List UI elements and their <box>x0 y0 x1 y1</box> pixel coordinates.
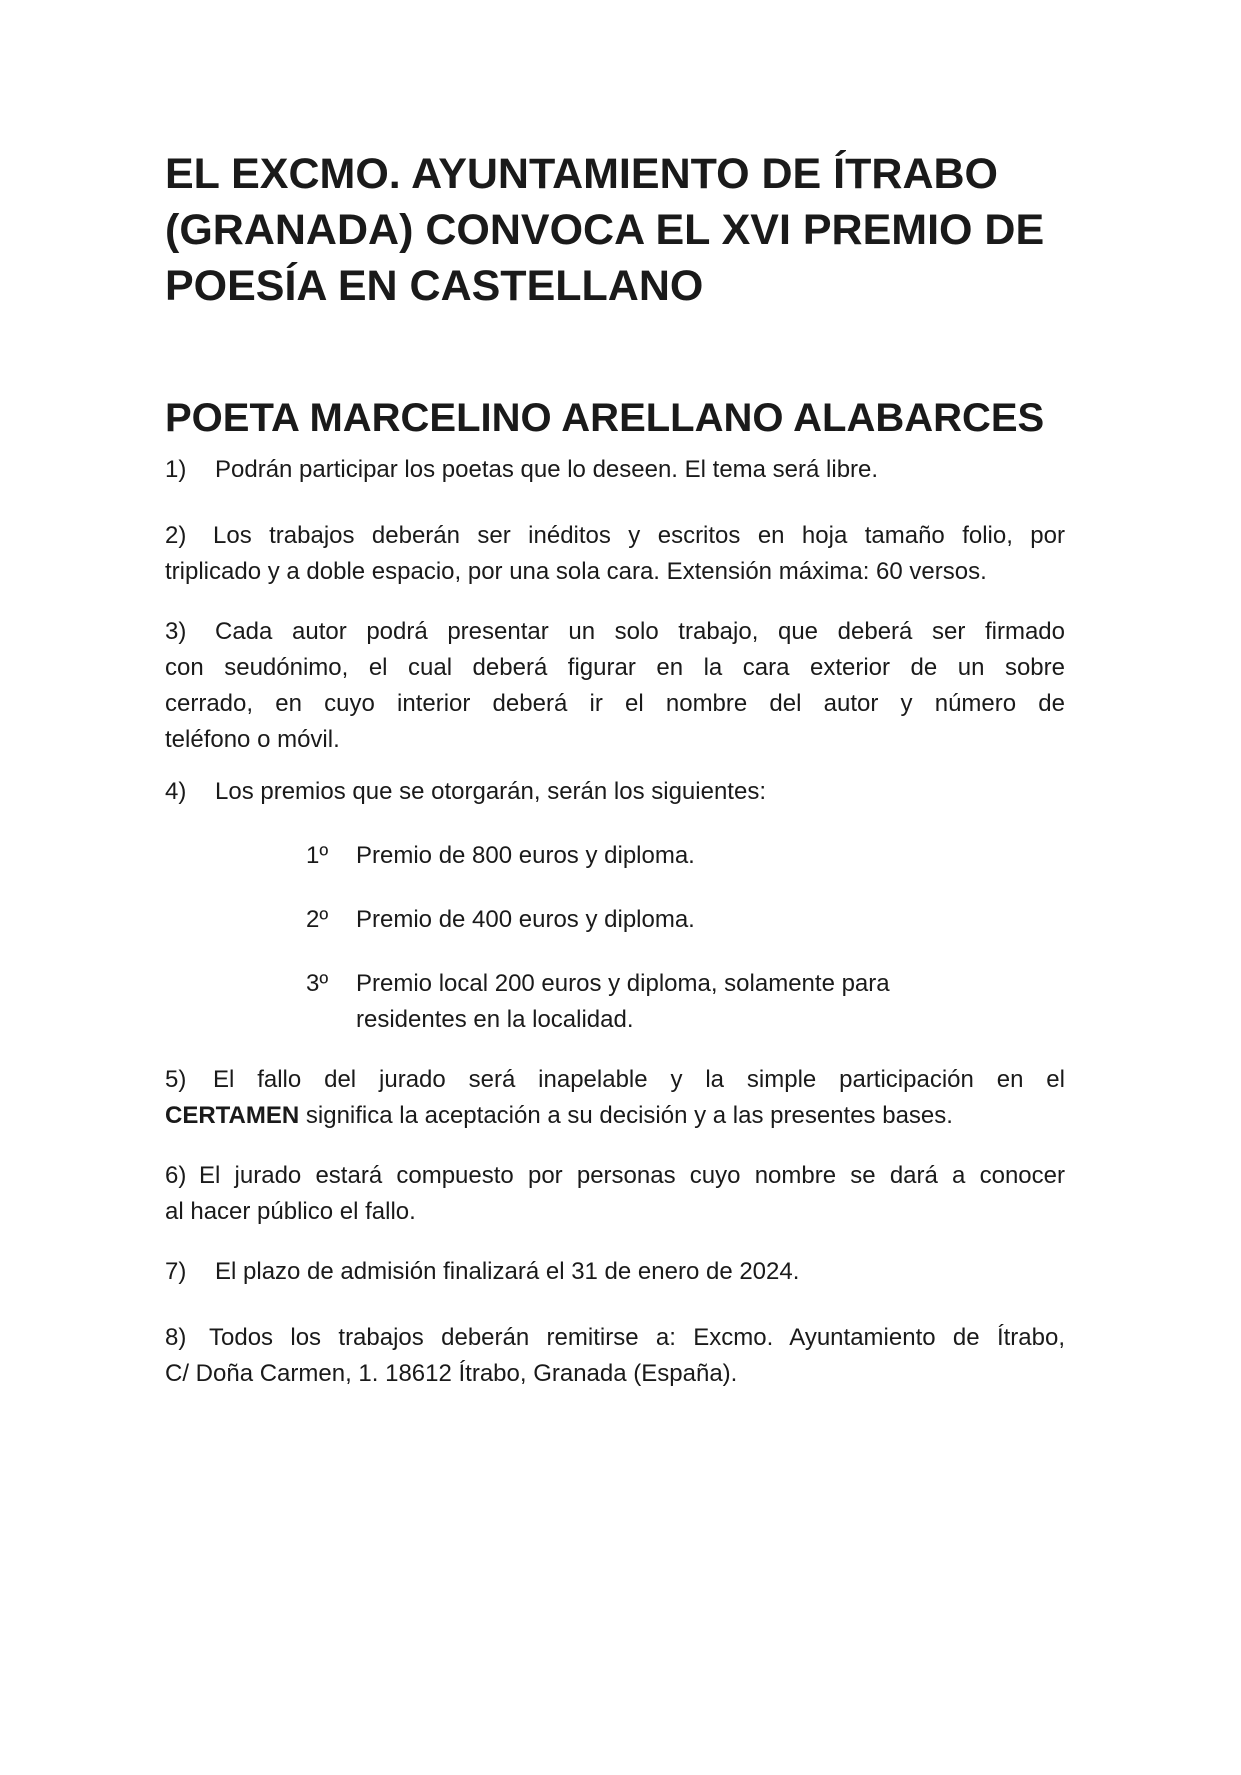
rule-text: significa la aceptación a su decisión y a las presentes bases. <box>305 1102 953 1129</box>
rule-number: 3) <box>165 618 187 645</box>
rule-item-4 <box>165 774 1065 810</box>
prize-ordinal: 1º <box>306 842 329 869</box>
rule-text: El fallo del jurado será inapelable y la simple participación en el <box>213 1066 1065 1093</box>
rule-number: 4) <box>165 778 187 805</box>
title-line-1: EL EXCMO. AYUNTAMIENTO DE ÍTRABO <box>165 150 998 198</box>
rule-item-1 <box>165 452 1065 488</box>
rule-text: al hacer público el fallo. <box>165 1198 416 1225</box>
rule-item-8 <box>165 1320 1065 1392</box>
prize-ordinal: 2º <box>306 906 329 933</box>
prize-ordinal: 3º <box>306 970 329 997</box>
rule-number: 1) <box>165 456 187 483</box>
rule-item-2 <box>165 518 1065 590</box>
rule-text: con seudónimo, el cual deberá figurar en la cara exterior de un sobre <box>165 654 1065 681</box>
title-line-3: POESÍA EN CASTELLANO <box>165 262 704 310</box>
rule-text: Cada autor podrá presentar un solo trabajo, que deberá ser firmado <box>215 618 1065 645</box>
prize-item-2 <box>306 902 1006 938</box>
rule-item-6 <box>165 1158 1065 1230</box>
rule-item-3 <box>165 614 1065 758</box>
rule-text: El plazo de admisión finalizará el 31 de enero de 2024. <box>215 1258 800 1285</box>
certamen-bold-word: CERTAMEN <box>165 1102 300 1129</box>
rule-text: Los trabajos deberán ser inéditos y escritos en hoja tamaño folio, por <box>213 522 1065 549</box>
rule-text: Los premios que se otorgarán, serán los siguientes: <box>215 778 766 805</box>
rule-number: 2) <box>165 522 187 549</box>
prize-text: Premio de 400 euros y diploma. <box>356 906 695 933</box>
document-subtitle: POETA MARCELINO ARELLANO ALABARCES <box>165 396 1045 440</box>
rule-item-7 <box>165 1254 1065 1290</box>
rule-text: triplicado y a doble espacio, por una sola cara. Extensión máxima: 60 versos. <box>165 558 987 585</box>
title-line-2: (GRANADA) CONVOCA EL XVI PREMIO DE <box>165 206 1045 254</box>
rule-number: 6) <box>165 1162 187 1189</box>
rule-number: 8) <box>165 1324 187 1351</box>
prize-text: Premio de 800 euros y diploma. <box>356 842 695 869</box>
rule-text: C/ Doña Carmen, 1. 18612 Ítrabo, Granada (España). <box>165 1360 738 1387</box>
rule-text: teléfono o móvil. <box>165 726 340 753</box>
rule-text: El jurado estará compuesto por personas cuyo nombre se dará a conocer <box>199 1162 1065 1189</box>
prize-item-1 <box>306 838 1006 874</box>
document-title <box>165 146 1065 314</box>
rule-text: cerrado, en cuyo interior deberá ir el nombre del autor y número de <box>165 690 1065 717</box>
rule-number: 5) <box>165 1066 187 1093</box>
rule-text: Todos los trabajos deberán remitirse a: Excmo. Ayuntamiento de Ítrabo, <box>209 1324 1065 1351</box>
rule-number: 7) <box>165 1258 187 1285</box>
prize-item-3 <box>306 966 1006 1038</box>
prize-text-continued: residentes en la localidad. <box>356 1006 634 1033</box>
rule-item-5 <box>165 1062 1065 1134</box>
prize-text: Premio local 200 euros y diploma, solamente para <box>356 970 890 997</box>
rule-text: Podrán participar los poetas que lo deseen. El tema será libre. <box>215 456 879 483</box>
